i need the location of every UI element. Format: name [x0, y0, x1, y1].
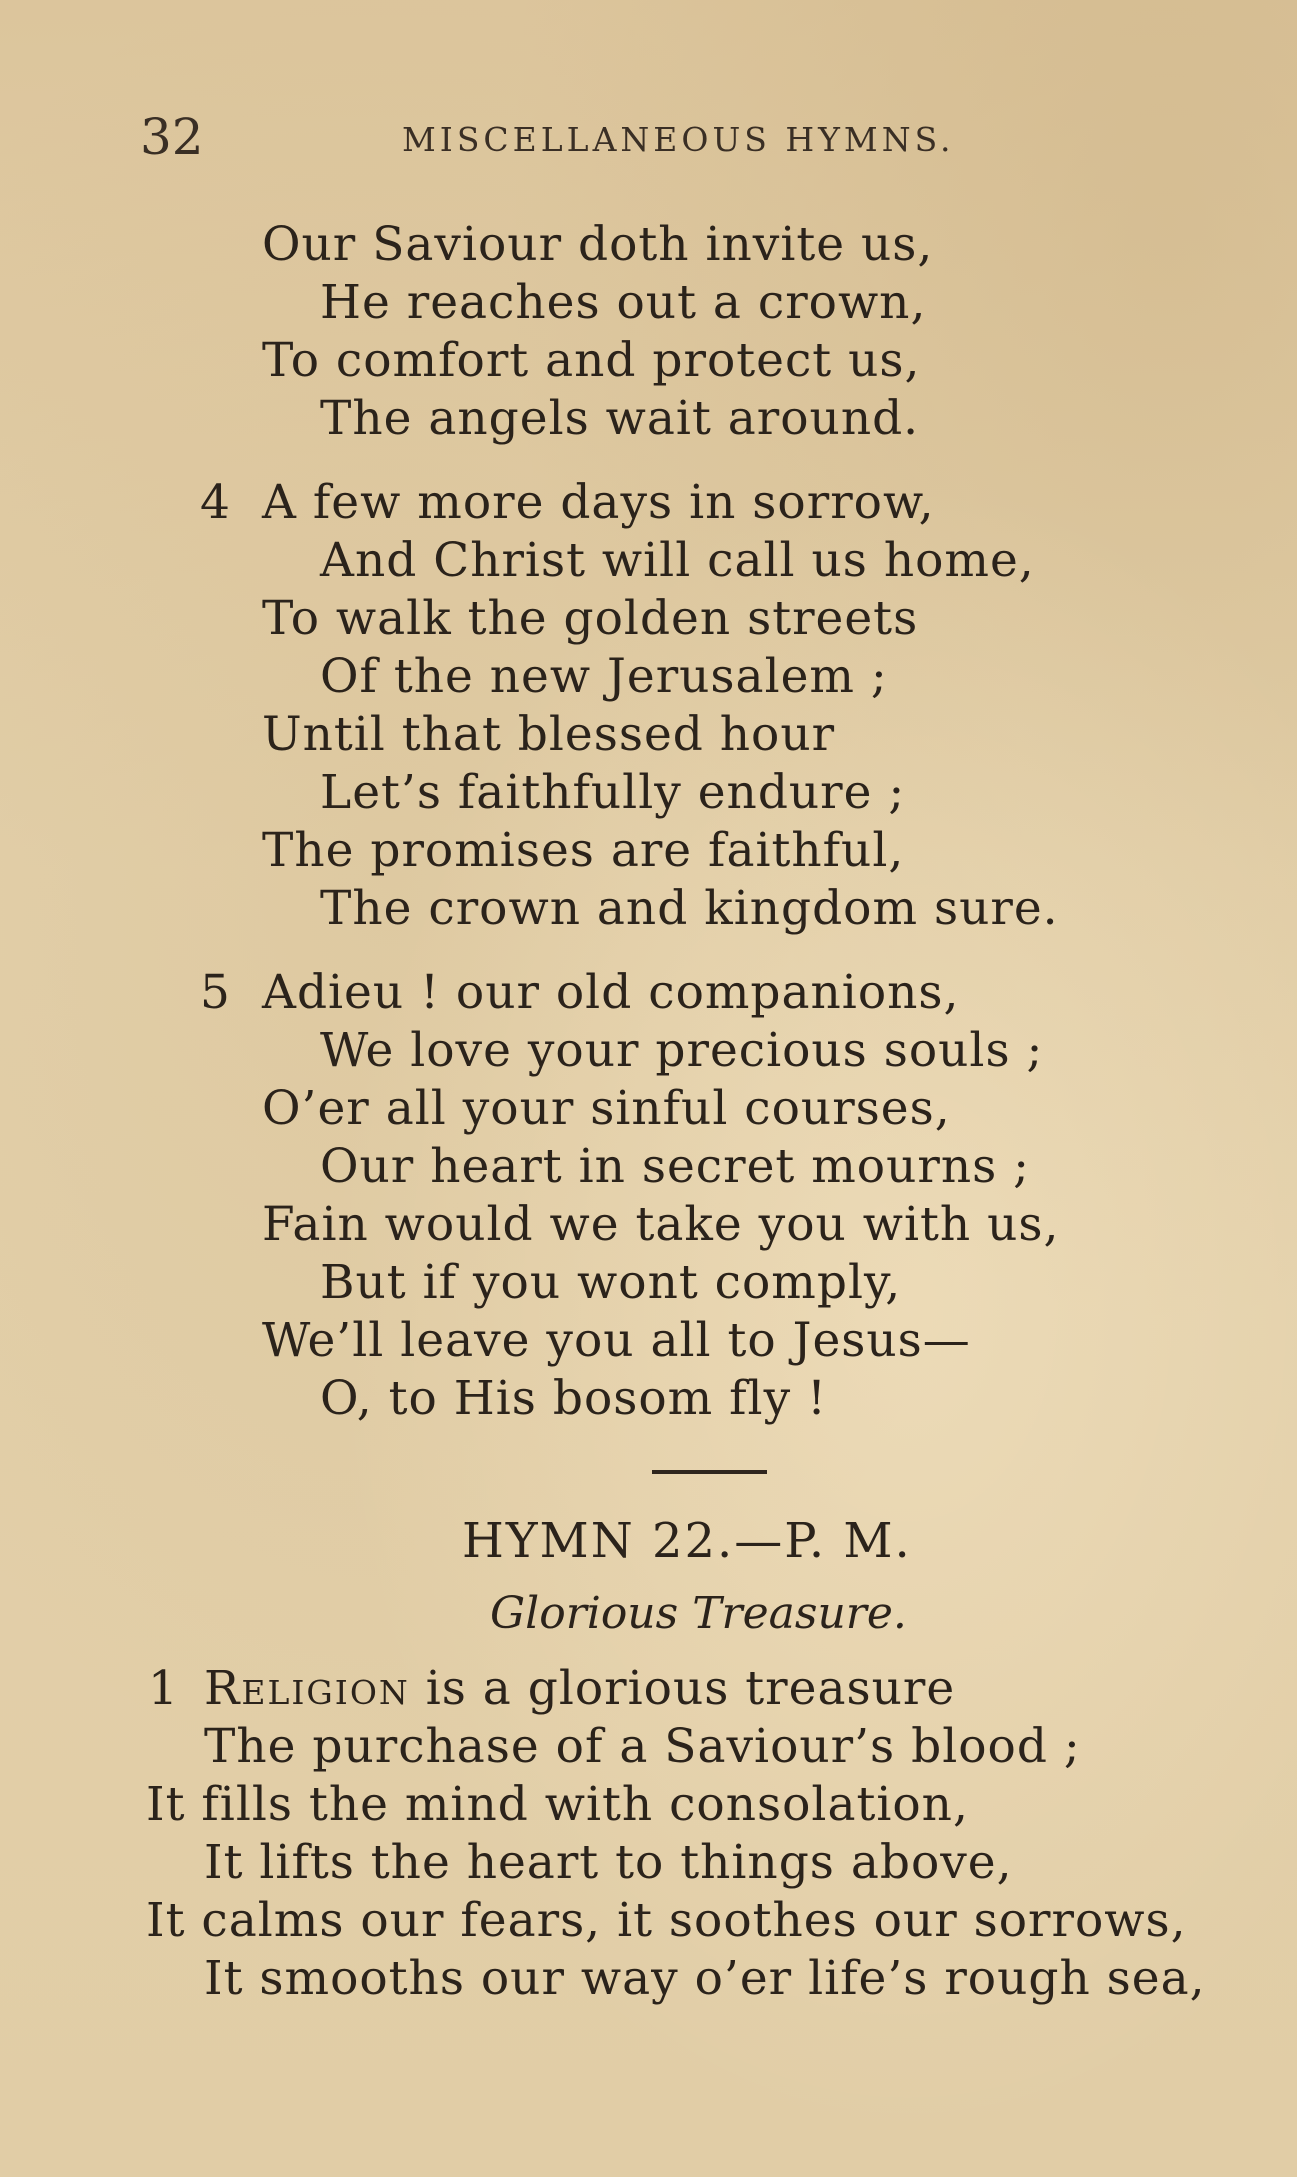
verse-line: The angels wait around.	[320, 391, 920, 446]
stanza-number: 5	[200, 965, 230, 1020]
verse-line: And Christ will call us home,	[320, 533, 1035, 588]
verse-line: It smooths our way o’er life’s rough sea,	[204, 1951, 1206, 2006]
section-divider	[652, 1470, 767, 1474]
verse-line: He reaches out a crown,	[320, 275, 927, 330]
verse-line-first	[204, 1660, 955, 1718]
page-number: 32	[140, 108, 204, 166]
verse-line: It fills the mind with consolation,	[146, 1777, 969, 1832]
verse-line: The purchase of a Saviour’s blood ;	[204, 1719, 1081, 1774]
verse-line: We’ll leave you all to Jesus—	[262, 1313, 971, 1368]
verse-line: The crown and kingdom sure.	[320, 881, 1059, 936]
verse-line: O, to His bosom fly !	[320, 1371, 827, 1426]
verse-line: The promises are faithful,	[262, 823, 905, 878]
verse-line: Our heart in secret mourns ;	[320, 1139, 1030, 1194]
verse-line: But if you wont comply,	[320, 1255, 902, 1310]
verse-line: To walk the golden streets	[262, 591, 919, 646]
verse-line: Adieu ! our old companions,	[262, 965, 960, 1020]
running-title: MISCELLANEOUS HYMNS.	[402, 120, 955, 159]
verse-line: To comfort and protect us,	[262, 333, 921, 388]
first-word: Religion	[204, 1661, 410, 1716]
verse-line: It lifts the heart to things above,	[204, 1835, 1013, 1890]
hymn-title: HYMN 22.—P. M.	[462, 1513, 912, 1569]
stanza-number: 1	[148, 1661, 178, 1716]
verse-line: Let’s faithfully endure ;	[320, 765, 906, 820]
verse-line: Fain would we take you with us,	[262, 1197, 1060, 1252]
stanza-number: 4	[200, 475, 230, 530]
verse-line: Until that blessed hour	[262, 707, 836, 762]
verse-line: It calms our fears, it soothes our sorrows,	[146, 1893, 1187, 1948]
hymn-subtitle: Glorious Treasure.	[490, 1588, 907, 1639]
running-head	[140, 108, 1140, 166]
verse-line: We love your precious souls ;	[320, 1023, 1044, 1078]
verse-line: A few more days in sorrow,	[262, 475, 935, 530]
verse-line: Of the new Jerusalem ;	[320, 649, 888, 704]
first-line-rest: is a glorious treasure	[409, 1661, 956, 1716]
verse-line: O’er all your sinful courses,	[262, 1081, 951, 1136]
verse-line: Our Saviour doth invite us,	[262, 217, 934, 272]
